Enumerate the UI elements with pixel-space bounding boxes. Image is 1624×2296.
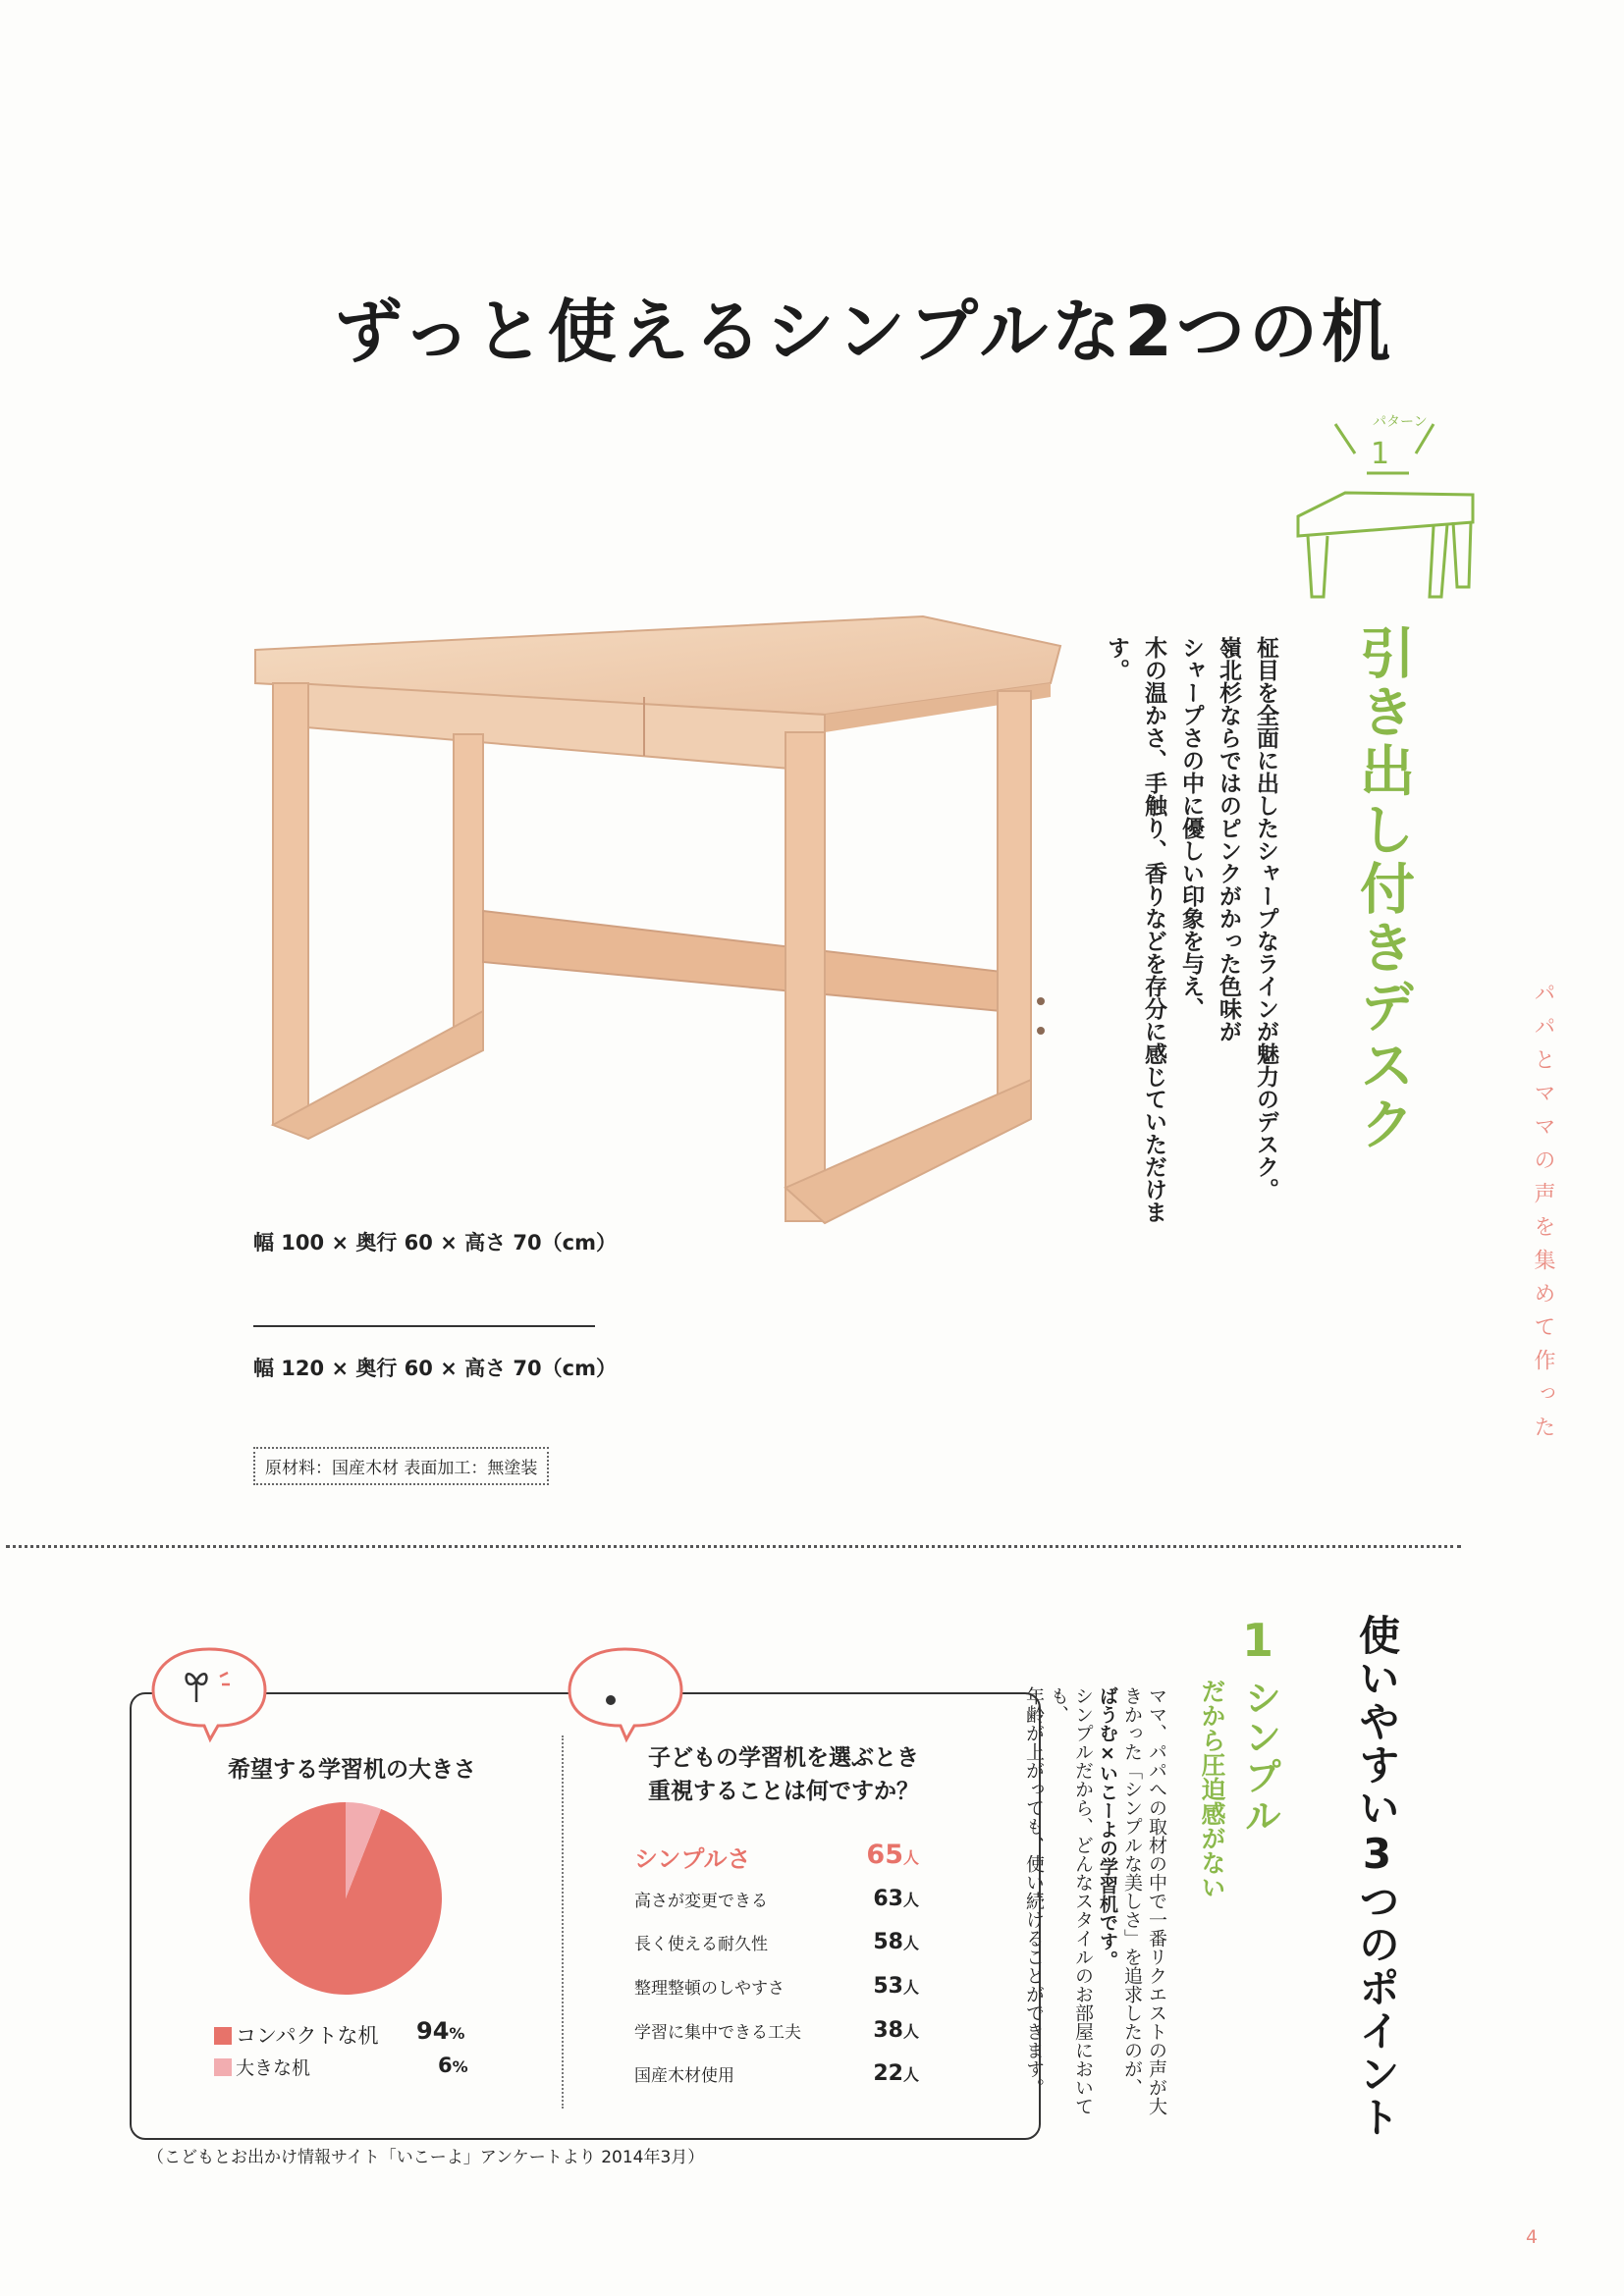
ranking-value: 63人 — [873, 1887, 919, 1911]
survey2-title: 子どもの学習机を選ぶとき 重視することは何ですか？ — [648, 1745, 919, 1804]
product-name: 引き出し付きデスク — [1351, 624, 1415, 1154]
page-number: 4 — [1526, 2226, 1539, 2248]
point-body-line: ママ、パパへの取材の中で一番リクエストの声が大 — [1146, 1686, 1167, 2115]
pattern-label: パターン — [1373, 414, 1428, 430]
ranking-label: 国産木材使用 — [634, 2066, 734, 2086]
legend-swatch — [214, 2058, 232, 2076]
section-divider — [6, 1545, 1461, 1548]
point-subheading: だから圧迫感がない — [1198, 1679, 1226, 1899]
ranking-label: 長く使える耐久性 — [634, 1935, 768, 1954]
ranking-value: 38人 — [873, 2018, 919, 2043]
side-caption: パパとママの声を集めて作った — [1531, 982, 1555, 1449]
pattern-number: 1 — [1371, 437, 1390, 471]
legend-swatch — [214, 2027, 232, 2045]
points-title: 使いやすい3つのポイント — [1353, 1614, 1401, 2139]
ranking-label: 学習に集中できる工夫 — [634, 2023, 801, 2043]
point-number: 1 — [1242, 1614, 1274, 1667]
point-body-line: きかった「シンプルな美しさ」を追求したのが、 — [1121, 1686, 1143, 2097]
description-line: 嶺北杉ならではのピンクがかった色味が — [1216, 636, 1241, 1042]
point-body-line: ばうむ×いこーよの学習机です。 — [1097, 1686, 1118, 1969]
desk-photo — [236, 589, 1090, 1237]
point-body — [1021, 1686, 1168, 2138]
ranking-value: 58人 — [873, 1930, 919, 1954]
legend-percent: 94% — [416, 2017, 465, 2045]
description-line: 木の温かさ、手触り、香りなどを存分に感じていただけます。 — [1104, 636, 1166, 1223]
ranking-value: 22人 — [873, 2061, 919, 2086]
point-body-line: 年齢が上がっても、使い続けることができます。 — [1023, 1686, 1045, 2097]
page-title: ずっと使えるシンプルな2つの机 — [334, 292, 1394, 372]
speech-bubble-icon — [562, 1641, 689, 1749]
ranking-value: 53人 — [873, 1974, 919, 1999]
legend-label: コンパクトな机 — [236, 2024, 379, 2048]
divider — [253, 1325, 595, 1327]
speech-bubble-sprout-icon — [145, 1641, 273, 1749]
point-heading: シンプル — [1238, 1679, 1281, 1836]
product-description — [1098, 636, 1284, 1264]
materials-label: 原材料：国産木材 表面加工：無塗装 — [253, 1447, 549, 1485]
description-line: 柾目を全面に出したシャープなラインが魅力のデスク。 — [1253, 636, 1278, 1201]
ranking-label: 整理整頓のしやすさ — [634, 1979, 785, 1999]
legend-percent: 6% — [438, 2054, 468, 2077]
survey-divider — [562, 1735, 564, 2109]
survey1-title: 希望する学習机の大きさ — [228, 1757, 476, 1783]
pie-chart — [247, 1800, 444, 1997]
source-note: （こどもとお出かけ情報サイト「いこーよ」アンケートより 2014年3月） — [147, 2148, 705, 2167]
ranking-label: 高さが変更できる — [634, 1892, 768, 1911]
legend-large — [214, 2054, 468, 2080]
ranking-label: シンプルさ — [634, 1845, 751, 1873]
point-body-line: シンプルだから、どんなスタイルのお部屋においても、 — [1048, 1686, 1094, 2115]
dimensions-120: 幅 120 × 奥行 60 × 高さ 70（cm） — [253, 1357, 617, 1380]
ranking-value: 65人 — [866, 1840, 919, 1870]
legend-compact — [214, 2017, 465, 2050]
description-line: シャープさの中に優しい印象を与え、 — [1178, 636, 1204, 1020]
dimensions-100: 幅 100 × 奥行 60 × 高さ 70（cm） — [253, 1231, 617, 1255]
desk-sketch-icon — [1276, 404, 1492, 611]
legend-label: 大きな机 — [236, 2057, 311, 2079]
